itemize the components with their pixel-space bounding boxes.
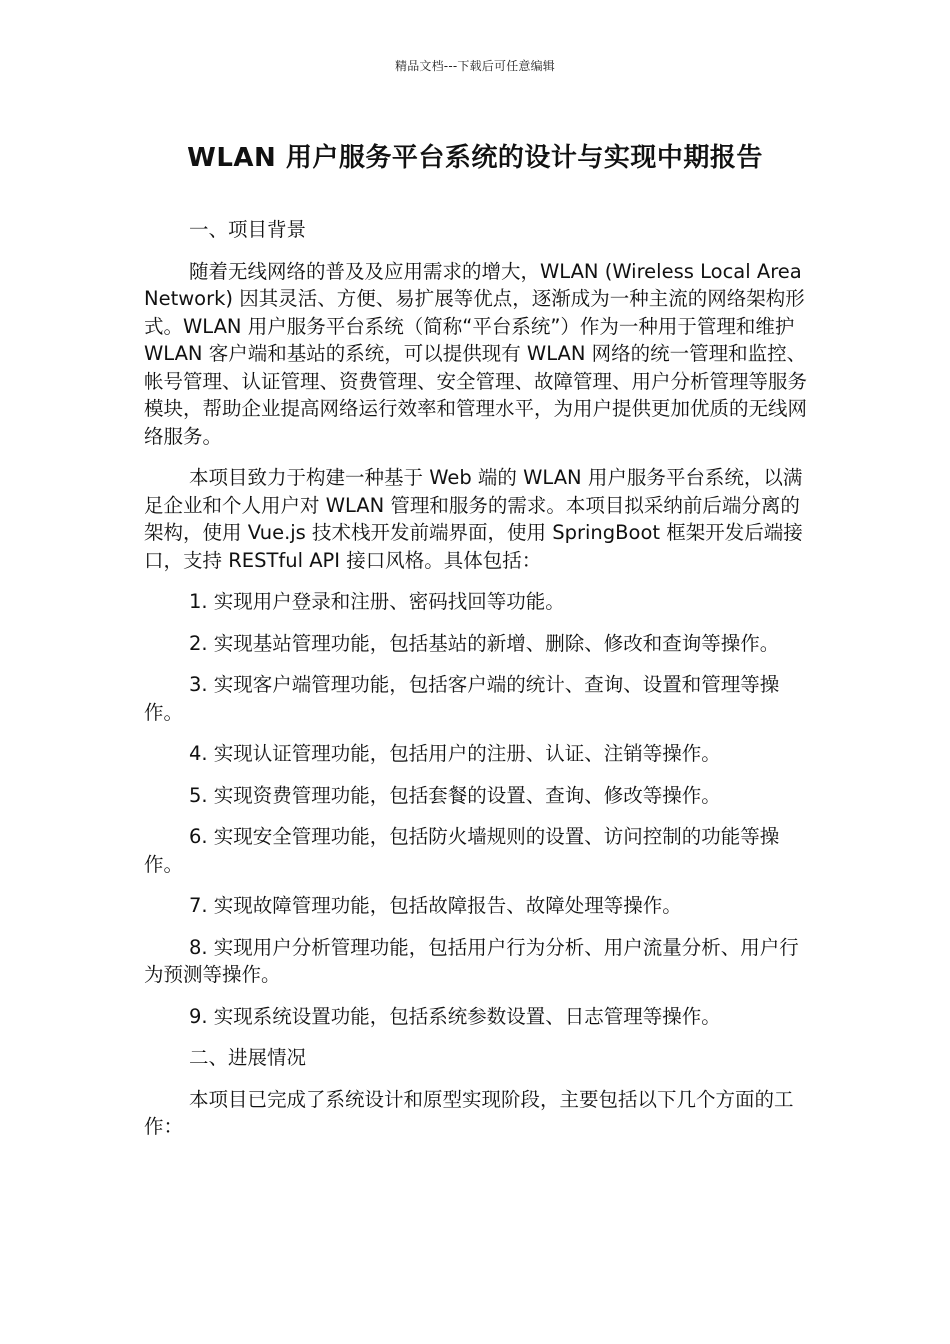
list-item: 4. 实现认证管理功能，包括用户的注册、认证、注销等操作。 (189, 742, 721, 765)
section-heading-background: 一、项目背景 (189, 218, 307, 241)
list-item: 1. 实现用户登录和注册、密码找回等功能。 (189, 590, 565, 613)
list-item: 8. 实现用户分析管理功能，包括用户行为分析、用户流量分析、用户行为预测等操作。 (144, 935, 799, 986)
list-item: 7. 实现故障管理功能，包括故障报告、故障处理等操作。 (189, 894, 682, 917)
list-item: 9. 实现系统设置功能，包括系统参数设置、日志管理等操作。 (189, 1004, 721, 1028)
page-header-note: 精品文档---下载后可任意编辑 (395, 59, 555, 73)
list-item: 5. 实现资费管理功能，包括套餐的设置、查询、修改等操作。 (189, 783, 721, 807)
document-title: WLAN 用户服务平台系统的设计与实现中期报告 (187, 143, 763, 173)
list-item: 3. 实现客户端管理功能，包括客户端的统计、查询、设置和管理等操作。 (144, 673, 780, 724)
list-item: 2. 实现基站管理功能，包括基站的新增、删除、修改和查询等操作。 (189, 631, 780, 655)
section-heading-progress: 二、进展情况 (189, 1046, 307, 1069)
progress-paragraph: 本项目已完成了系统设计和原型实现阶段，主要包括以下几个方面的工作： (144, 1087, 794, 1138)
document-body (144, 216, 808, 1155)
list-item: 6. 实现安全管理功能，包括防火墙规则的设置、访问控制的功能等操作。 (144, 825, 780, 876)
background-paragraph: 随着无线网络的普及及应用需求的增大，WLAN (Wireless Local Area Network) 因其灵活、方便、易扩展等优点，逐渐成为一种主流的网络架构形式。WLAN 用户服务平台系统（简称“平台系统”）作为一种用于管理和维护 WLAN 客户端和基站的系统，可以提供现有 WLAN 网络的统一管理和监控、帐号管理、认证管理、资费管理、安全管理、故障管理、用户分析管理等服务模块，帮助企业提高网络运行效率和管理水平，为用户提供更加优质的无线网络服务。 (144, 259, 808, 448)
project-goal-paragraph: 本项目致力于构建一种基于 Web 端的 WLAN 用户服务平台系统，以满足企业和个人用户对 WLAN 管理和服务的需求。本项目拟采纳前后端分离的架构，使用 Vue.js 技术栈开发前端界面，使用 SpringBoot 框架开发后端接口，支持 RESTful API 接口风格。具体包括： (144, 466, 803, 572)
